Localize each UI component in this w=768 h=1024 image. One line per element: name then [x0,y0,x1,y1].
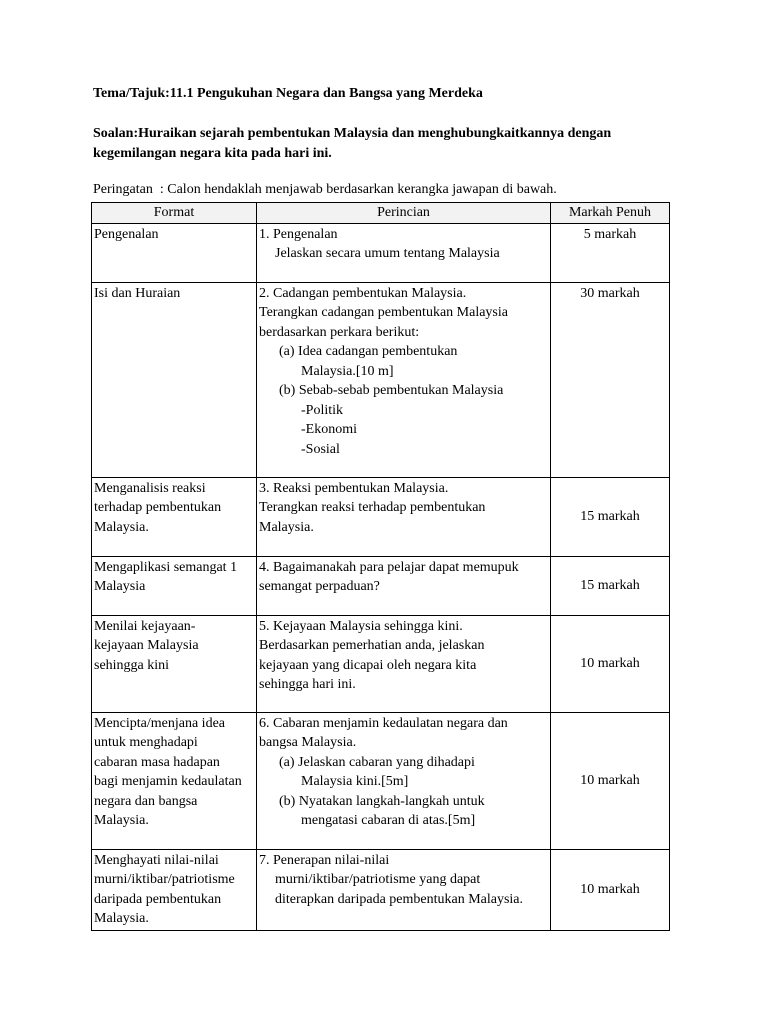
perincian-cell [257,223,551,282]
perincian-line: Terangkan cadangan pembentukan Malaysia [259,305,508,320]
format-line: sehingga kini [94,657,170,673]
header-perincian: Perincian [257,203,551,224]
perincian-line: 2. Cadangan pembentukan Malaysia. [259,285,467,301]
header-markah: Markah Penuh [551,203,670,224]
format-line: kejayaan Malaysia [94,638,199,653]
perincian-line: berdasarkan perkara berikut: [259,324,420,340]
table-row [92,556,670,615]
perincian-line: (a) Jelaskan cabaran yang dihadapi [279,754,475,770]
format-line: Mengaplikasi semangat 1 [94,559,238,575]
perincian-line: -Sosial [301,441,340,457]
perincian-cell [257,477,551,556]
format-line: Menilai kejayaan- [94,618,196,634]
perincian-cell [257,556,551,615]
perincian-cell [257,712,551,849]
perincian-line: Berdasarkan pemerhatian anda, jelaskan [259,638,485,653]
format-line: Menganalisis reaksi [94,480,206,496]
perincian-line: sehingga hari ini. [259,677,356,692]
perincian-line: kejayaan yang dicapai oleh negara kita [259,657,477,673]
perincian-line: Malaysia kini.[5m] [301,774,409,789]
format-line: Malaysia. [94,813,149,828]
markah-cell: 15 markah [551,477,670,556]
perincian-line: 6. Cabaran menjamin kedaulatan negara dan [259,715,508,731]
perincian-line: 1. Pengenalan [259,226,338,242]
format-line: cabaran masa hadapan [94,754,220,770]
table-row [92,223,670,282]
perincian-line: mengatasi cabaran di atas.[5m] [301,813,476,828]
perincian-line: 3. Reaksi pembentukan Malaysia. [259,480,449,496]
perincian-line: Malaysia. [259,519,314,535]
perincian-line: -Politik [301,402,344,418]
table-row [92,712,670,849]
instruction-note: Peringatan : Calon hendaklah menjawab berdasarkan kerangka jawapan di bawah. [93,182,557,197]
perincian-line: (b) Nyatakan langkah-langkah untuk [279,793,485,809]
format-cell [92,712,257,849]
format-cell [92,282,257,477]
markah-cell: 10 markah [551,849,670,930]
format-line: Malaysia. [94,911,149,926]
format-cell [92,556,257,615]
perincian-line: diterapkan daripada pembentukan Malaysia. [275,891,524,907]
perincian-line: 5. Kejayaan Malaysia sehingga kini. [259,618,463,634]
perincian-line: (a) Idea cadangan pembentukan [279,344,458,359]
format-cell [92,223,257,282]
perincian-cell [257,282,551,477]
format-cell [92,615,257,712]
table-row [92,477,670,556]
format-line: Malaysia [94,579,146,594]
format-line: Mencipta/menjana idea [94,715,225,731]
perincian-line: Terangkan reaksi terhadap pembentukan [259,500,486,515]
answer-framework-table [91,202,670,931]
format-line: bagi menjamin kedaulatan [94,774,242,789]
perincian-line: Jelaskan secara umum tentang Malaysia [275,246,500,261]
document-title: Tema/Tajuk:11.1 Pengukuhan Negara dan Bangsa yang Merdeka [93,86,483,101]
format-cell [92,477,257,556]
perincian-line: 7. Penerapan nilai-nilai [259,852,390,868]
format-line: daripada pembentukan [94,891,222,907]
perincian-line: murni/iktibar/patriotisme yang dapat [275,872,481,887]
perincian-line: -Ekonomi [301,422,357,437]
perincian-cell [257,615,551,712]
perincian-line: Malaysia.[10 m] [301,363,394,379]
format-line: Pengenalan [94,226,159,242]
markah-cell: 10 markah [551,712,670,849]
table-row [92,849,670,930]
perincian-line: 4. Bagaimanakah para pelajar dapat memupuk [259,559,519,575]
format-line: Malaysia. [94,519,149,535]
table-row [92,615,670,712]
format-line: untuk menghadapi [94,735,198,750]
format-cell [92,849,257,930]
markah-cell: 30 markah [551,282,670,477]
format-line: terhadap pembentukan [94,500,222,515]
perincian-cell [257,849,551,930]
format-line: Isi dan Huraian [94,285,181,301]
perincian-line: semangat perpaduan? [259,579,380,594]
format-line: Menghayati nilai-nilai [94,852,219,868]
markah-cell: 15 markah [551,556,670,615]
header-format: Format [92,203,257,224]
table-header-row [92,203,670,224]
perincian-line: bangsa Malaysia. [259,735,357,750]
question-text: Soalan:Huraikan sejarah pembentukan Malaysia dan menghubungkaitkannya dengan kegemilangan negara kita pada hari ini. [93,126,612,161]
markah-cell: 10 markah [551,615,670,712]
table-row [92,282,670,477]
format-line: negara dan bangsa [94,793,198,809]
perincian-line: (b) Sebab-sebab pembentukan Malaysia [279,383,504,398]
format-line: murni/iktibar/patriotisme [94,872,235,887]
markah-cell: 5 markah [551,223,670,282]
